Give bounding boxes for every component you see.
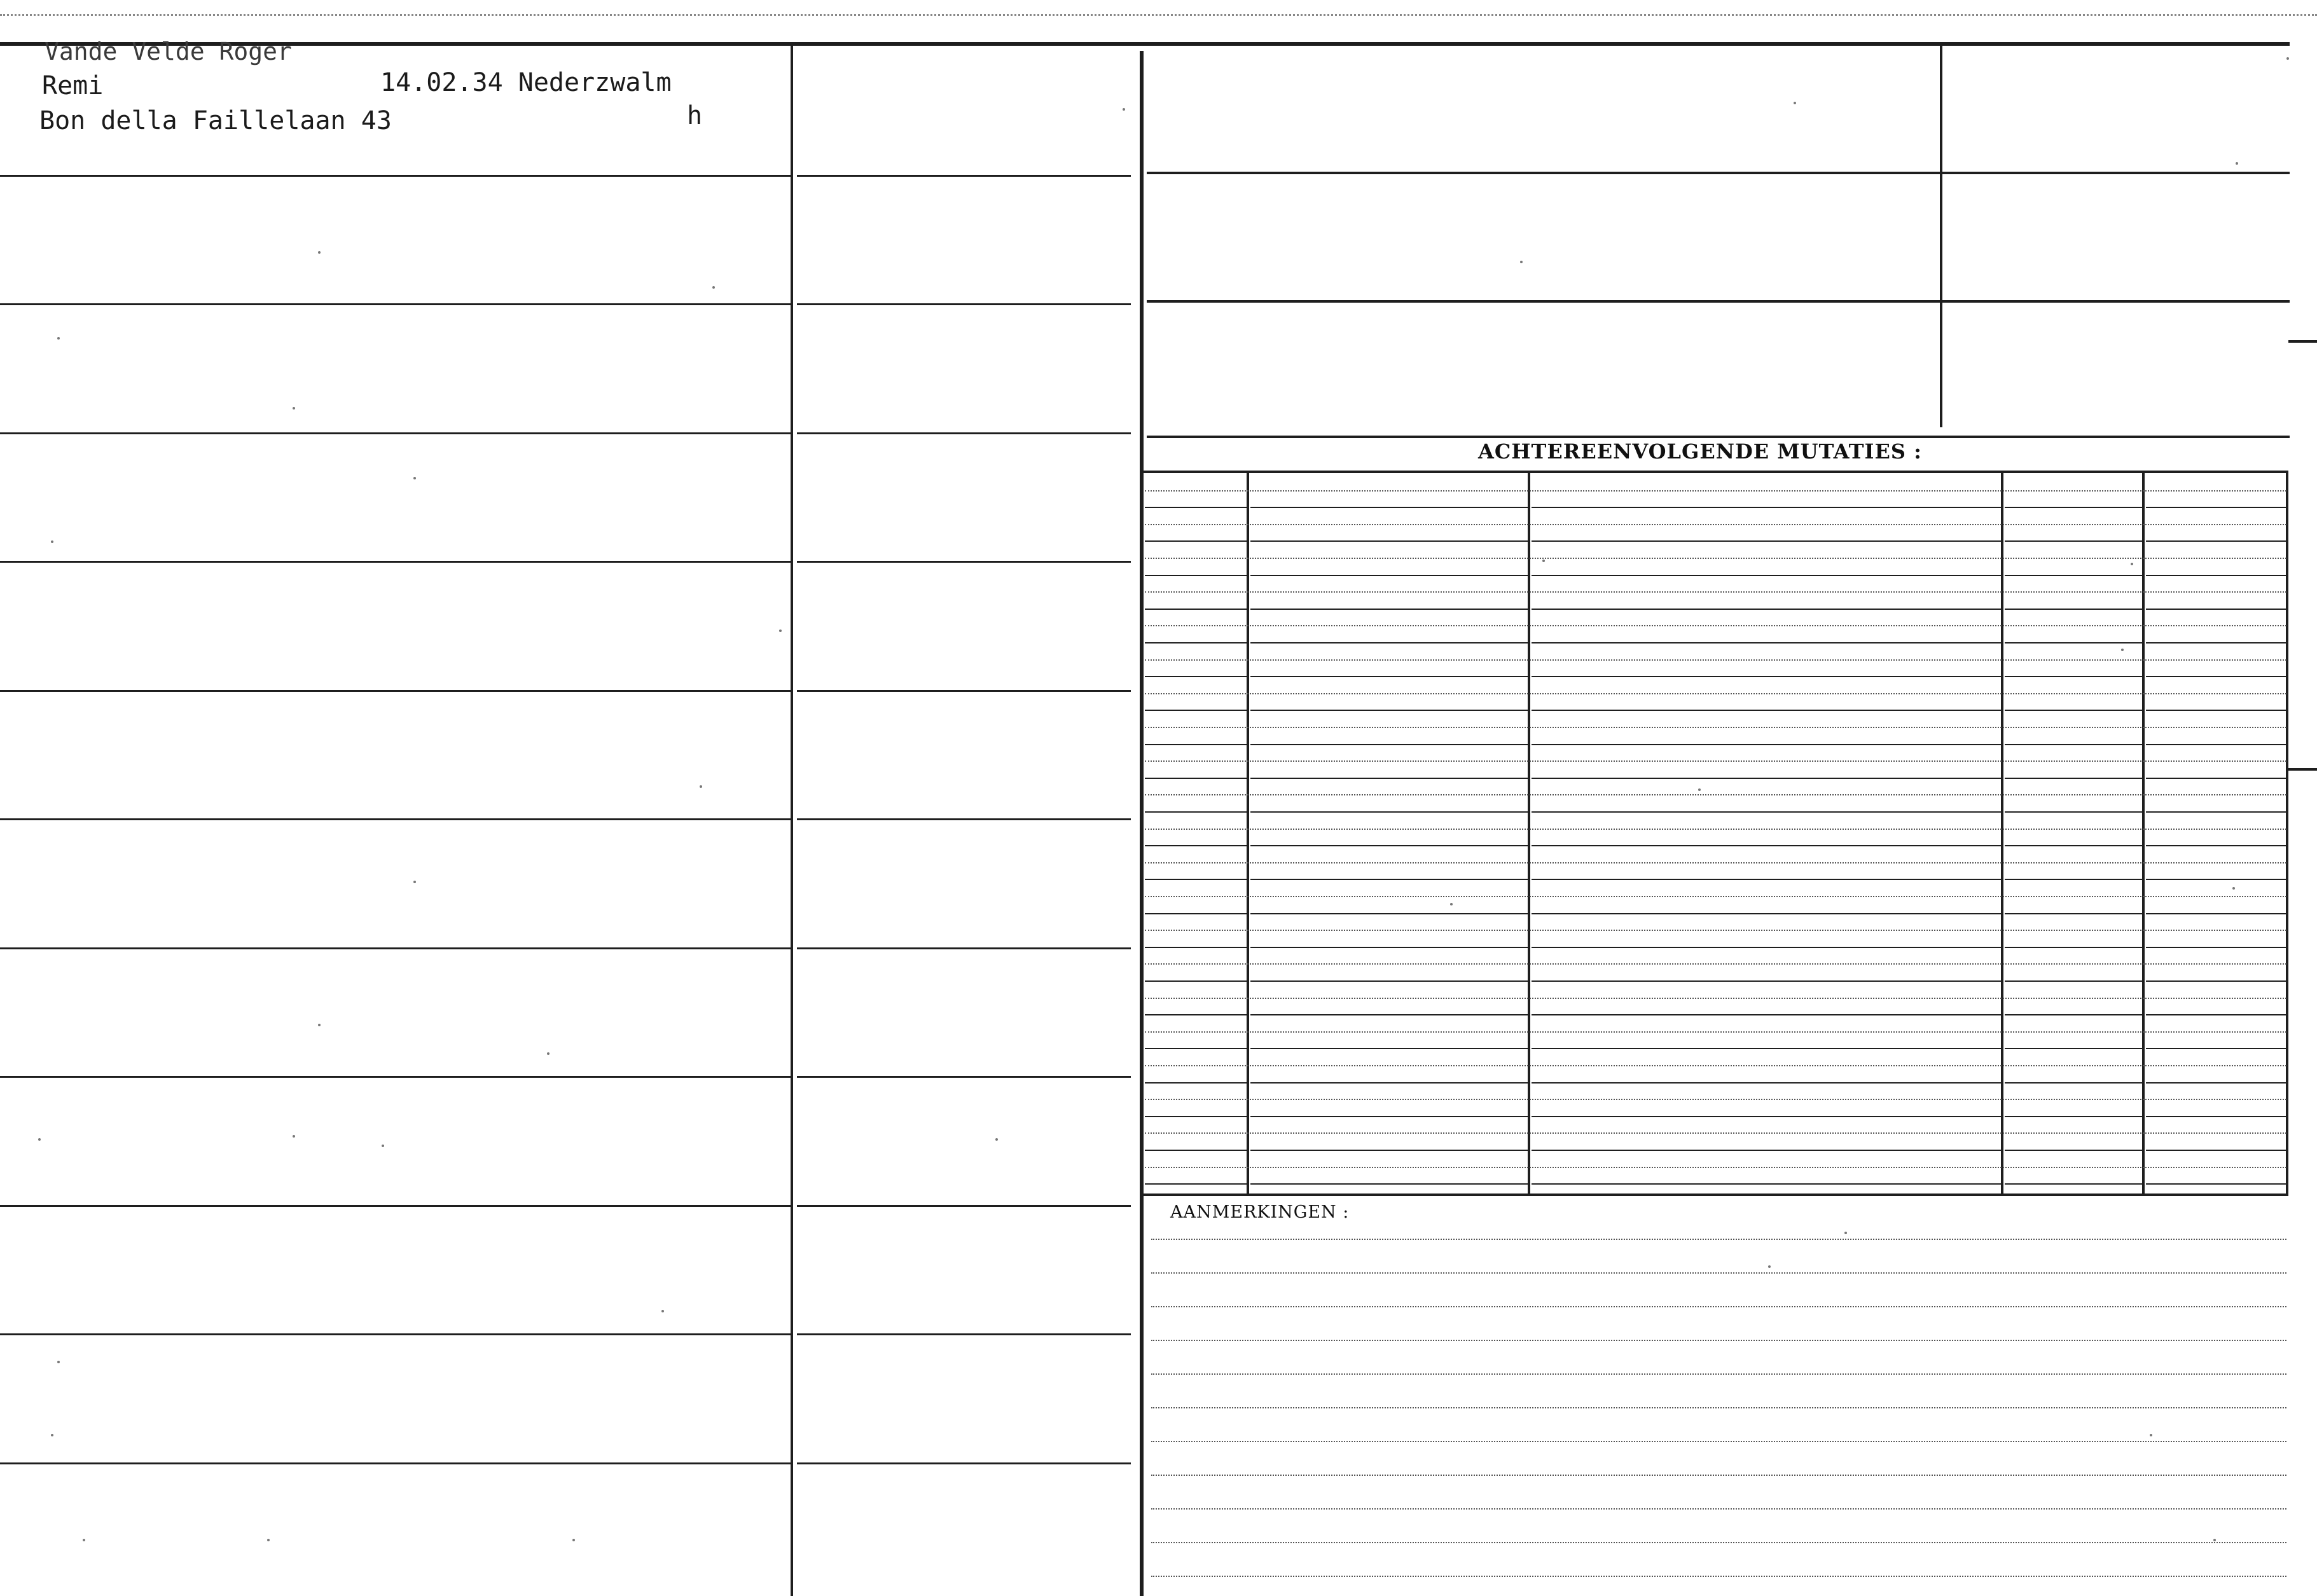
mutations-row-dotted <box>1145 998 2286 999</box>
mutations-row-dotted <box>1145 862 2286 863</box>
remarks-line <box>1151 1542 2286 1543</box>
remarks-line <box>1151 1441 2286 1442</box>
mutations-row-solid <box>2146 575 2286 576</box>
dust-speck <box>57 1361 60 1363</box>
left-row-line <box>0 1333 791 1335</box>
record-address: Bon della Faillelaan 43 <box>39 106 392 135</box>
mutations-row-solid <box>2005 947 2142 948</box>
dust-speck <box>1844 1232 1847 1234</box>
mutations-row-solid <box>1532 575 2001 576</box>
mutations-row-solid <box>1145 609 1248 610</box>
mutations-row-solid <box>1532 676 2001 677</box>
left-row-line <box>0 1205 791 1207</box>
mutations-row-solid <box>2005 507 2142 508</box>
left-row-line <box>797 303 1131 305</box>
dust-speck <box>1542 560 1545 562</box>
right-upper-row-1 <box>1147 172 2290 174</box>
mutations-row-dotted <box>1145 1031 2286 1033</box>
mutations-row-solid <box>2146 676 2286 677</box>
left-row-line <box>797 690 1131 692</box>
mutations-row-solid <box>1145 1183 1248 1185</box>
dust-speck <box>1450 903 1453 905</box>
left-row-line <box>0 175 791 177</box>
left-row-line <box>797 1333 1131 1335</box>
mutations-row-solid <box>1250 1116 1528 1117</box>
dust-speck <box>547 1052 550 1055</box>
dust-speck <box>779 629 782 632</box>
mutations-row-solid <box>2005 1183 2142 1185</box>
mutations-row-dotted <box>1145 930 2286 931</box>
mutations-row-solid <box>1532 710 2001 711</box>
mutations-row-solid <box>2146 1014 2286 1015</box>
mutations-row-solid <box>1532 947 2001 948</box>
mutations-row-solid <box>2005 642 2142 643</box>
dust-speck <box>51 540 53 543</box>
mutations-row-solid <box>1532 642 2001 643</box>
left-row-line <box>0 947 791 949</box>
mutations-row-solid <box>1532 778 2001 779</box>
mutations-row-solid <box>1532 879 2001 880</box>
remarks-line <box>1151 1340 2286 1341</box>
mutations-row-solid <box>2146 642 2286 643</box>
mutations-row-solid <box>2005 1116 2142 1117</box>
dust-speck <box>1123 108 1125 111</box>
left-row-line <box>797 1076 1131 1078</box>
dust-speck <box>1520 261 1523 263</box>
mutations-row-dotted <box>1145 727 2286 728</box>
mutations-row-solid <box>1532 1116 2001 1117</box>
mutations-row-dotted <box>1145 1065 2286 1066</box>
mutations-row-dotted <box>1145 829 2286 830</box>
mutations-row-solid <box>1145 913 1248 914</box>
top-border-line <box>0 42 2290 46</box>
mutations-row-solid <box>1532 913 2001 914</box>
dust-speck <box>2213 1539 2216 1541</box>
record-birth: 14.02.34 Nederzwalm <box>380 68 672 97</box>
mutations-col-right <box>2286 473 2288 1195</box>
mutations-row-solid <box>1145 980 1248 982</box>
mutations-row-solid <box>1250 676 1528 677</box>
mutations-row-solid <box>1145 947 1248 948</box>
mutations-row-solid <box>1145 778 1248 779</box>
mutations-row-dotted <box>1145 659 2286 661</box>
mutations-heading: ACHTEREENVOLGENDE MUTATIES : <box>1478 439 1922 464</box>
remarks-line <box>1151 1373 2286 1375</box>
dust-speck <box>293 1135 295 1138</box>
mutations-row-solid <box>2005 710 2142 711</box>
mutations-row-solid <box>1532 1150 2001 1151</box>
mutations-row-solid <box>1532 1082 2001 1083</box>
mutations-row-dotted <box>1145 963 2286 965</box>
mutations-row-solid <box>2005 676 2142 677</box>
mutations-row-solid <box>2005 845 2142 846</box>
mutations-row-solid <box>1250 980 1528 982</box>
remarks-line <box>1151 1306 2286 1307</box>
mutations-row-solid <box>2005 1014 2142 1015</box>
mutations-row-solid <box>1145 507 1248 508</box>
dust-speck <box>57 337 60 340</box>
mutations-row-solid <box>1532 1048 2001 1049</box>
mutations-row-dotted <box>1145 1132 2286 1134</box>
mutations-row-solid <box>2146 710 2286 711</box>
dust-speck <box>1768 1265 1771 1268</box>
mutations-row-solid <box>1250 879 1528 880</box>
mutations-row-solid <box>1250 913 1528 914</box>
left-column-divider <box>791 46 793 1596</box>
dust-speck <box>661 1310 664 1312</box>
left-row-line <box>797 818 1131 820</box>
mutations-row-solid <box>2146 778 2286 779</box>
mutations-row-solid <box>2005 540 2142 542</box>
dust-speck <box>51 1434 53 1436</box>
mutations-row-solid <box>1145 710 1248 711</box>
dust-speck <box>2131 563 2133 565</box>
record-first-name: Remi <box>42 71 104 100</box>
right-upper-row-2 <box>1147 300 2290 303</box>
dust-speck <box>382 1145 384 1147</box>
mutations-table-bottom <box>1144 1194 2288 1196</box>
mutations-row-solid <box>1250 1048 1528 1049</box>
mutations-row-solid <box>2005 1082 2142 1083</box>
mutations-row-solid <box>2146 1082 2286 1083</box>
mutations-row-solid <box>2005 879 2142 880</box>
mutations-table-top <box>1144 471 2288 473</box>
mutations-row-solid <box>1532 540 2001 542</box>
mutations-col-2 <box>1528 473 1530 1195</box>
remarks-line <box>1151 1576 2286 1577</box>
center-divider <box>1140 51 1144 1596</box>
right-upper-divider <box>1940 46 1942 427</box>
mutations-row-solid <box>1250 507 1528 508</box>
mutations-row-solid <box>1250 947 1528 948</box>
mutations-row-solid <box>2005 1048 2142 1049</box>
mutations-row-solid <box>2146 879 2286 880</box>
mutations-row-solid <box>1250 575 1528 576</box>
mutations-row-solid <box>1532 845 2001 846</box>
mutations-row-solid <box>2146 609 2286 610</box>
dust-speck <box>2150 1434 2152 1436</box>
left-row-line <box>797 175 1131 177</box>
dust-speck <box>413 881 416 883</box>
mutations-row-solid <box>1250 845 1528 846</box>
dust-speck <box>995 1138 998 1141</box>
mutations-col-1 <box>1247 473 1249 1195</box>
mutations-row-solid <box>2005 744 2142 745</box>
mutations-row-dotted <box>1145 558 2286 559</box>
mutations-row-solid <box>1145 744 1248 745</box>
mutations-row-solid <box>1250 710 1528 711</box>
margin-tick-upper <box>2288 340 2317 343</box>
left-row-line <box>0 561 791 563</box>
mutations-row-solid <box>1145 642 1248 643</box>
mutations-row-solid <box>1250 811 1528 813</box>
mutations-row-solid <box>2146 507 2286 508</box>
mutations-row-solid <box>1145 540 1248 542</box>
mutations-row-solid <box>1250 1150 1528 1151</box>
mutations-row-solid <box>2146 1048 2286 1049</box>
mutations-row-solid <box>1145 1116 1248 1117</box>
mutations-col-4 <box>2142 473 2145 1195</box>
mutations-row-solid <box>1250 540 1528 542</box>
record-name-line: Vande Velde Roger <box>45 38 292 65</box>
left-row-line <box>0 1076 791 1078</box>
mutations-row-dotted <box>1145 1167 2286 1168</box>
mutations-row-solid <box>2005 609 2142 610</box>
dust-speck <box>712 286 715 289</box>
dust-speck <box>2286 57 2289 60</box>
remarks-line <box>1151 1508 2286 1510</box>
mutations-row-dotted <box>1145 760 2286 762</box>
left-row-line <box>797 1462 1131 1464</box>
mutations-row-solid <box>1145 1150 1248 1151</box>
dust-speck <box>83 1539 85 1541</box>
left-row-line <box>797 947 1131 949</box>
mutations-row-solid <box>1145 879 1248 880</box>
mutations-row-dotted <box>1145 693 2286 694</box>
mutations-row-solid <box>1532 1014 2001 1015</box>
dust-speck <box>413 477 416 479</box>
dust-speck <box>267 1539 270 1541</box>
dust-speck <box>2232 887 2235 890</box>
mutations-row-solid <box>1250 642 1528 643</box>
mutations-row-dotted <box>1145 1099 2286 1100</box>
mutations-row-solid <box>2005 980 2142 982</box>
mutations-row-solid <box>1532 609 2001 610</box>
left-row-line <box>797 561 1131 563</box>
top-scan-edge <box>0 14 2317 16</box>
mutations-row-dotted <box>1145 896 2286 897</box>
mutations-row-solid <box>2146 947 2286 948</box>
right-upper-row-3 <box>1147 436 2290 438</box>
left-row-line <box>0 818 791 820</box>
mutations-row-solid <box>1145 1082 1248 1083</box>
mutations-row-solid <box>1532 507 2001 508</box>
mutations-row-solid <box>2146 1183 2286 1185</box>
mutations-row-solid <box>2146 913 2286 914</box>
dust-speck <box>318 251 321 254</box>
remarks-line <box>1151 1239 2286 1240</box>
left-row-line <box>0 690 791 692</box>
mutations-row-solid <box>2005 1150 2142 1151</box>
mutations-row-solid <box>2005 575 2142 576</box>
mutations-row-solid <box>2005 913 2142 914</box>
mutations-row-dotted <box>1145 524 2286 525</box>
mutations-row-solid <box>1145 575 1248 576</box>
mutations-col-3 <box>2001 473 2003 1195</box>
margin-tick-lower <box>2288 768 2317 771</box>
mutations-row-solid <box>1250 1183 1528 1185</box>
remarks-heading: AANMERKINGEN : <box>1170 1202 1350 1222</box>
dust-speck <box>2236 162 2238 165</box>
mutations-row-solid <box>2005 811 2142 813</box>
left-row-line <box>797 432 1131 434</box>
dust-speck <box>38 1138 41 1141</box>
mutations-row-solid <box>2146 845 2286 846</box>
left-row-line <box>797 1205 1131 1207</box>
mutations-row-solid <box>2146 1150 2286 1151</box>
mutations-row-solid <box>1145 676 1248 677</box>
remarks-line <box>1151 1475 2286 1476</box>
left-row-line <box>0 432 791 434</box>
dust-speck <box>1794 102 1796 104</box>
remarks-line <box>1151 1272 2286 1274</box>
dust-speck <box>1698 788 1701 791</box>
mutations-row-solid <box>1250 609 1528 610</box>
mutations-row-solid <box>1532 744 2001 745</box>
mutations-row-solid <box>2146 1116 2286 1117</box>
mutations-row-solid <box>1250 744 1528 745</box>
mutations-row-dotted <box>1145 794 2286 795</box>
mutations-row-solid <box>1250 1082 1528 1083</box>
record-gender-mark: h <box>687 101 703 130</box>
mutations-row-dotted <box>1145 591 2286 593</box>
mutations-row-solid <box>1532 811 2001 813</box>
mutations-row-solid <box>1145 811 1248 813</box>
dust-speck <box>700 785 702 788</box>
dust-speck <box>2121 649 2124 651</box>
mutations-row-solid <box>1250 1014 1528 1015</box>
mutations-row-solid <box>2146 540 2286 542</box>
left-row-line <box>0 1462 791 1464</box>
dust-speck <box>293 407 295 409</box>
remarks-line <box>1151 1407 2286 1408</box>
mutations-row-solid <box>2146 811 2286 813</box>
dust-speck <box>572 1539 575 1541</box>
mutations-row-solid <box>1532 980 2001 982</box>
mutations-row-dotted <box>1145 625 2286 626</box>
mutations-row-solid <box>1145 1014 1248 1015</box>
mutations-row-solid <box>1145 1048 1248 1049</box>
mutations-row-solid <box>2005 778 2142 779</box>
dust-speck <box>318 1024 321 1026</box>
mutations-row-solid <box>1532 1183 2001 1185</box>
mutations-row-dotted <box>1145 490 2286 492</box>
mutations-row-solid <box>2146 744 2286 745</box>
left-row-line <box>0 303 791 305</box>
mutations-row-solid <box>2146 980 2286 982</box>
mutations-row-solid <box>1250 778 1528 779</box>
mutations-row-solid <box>1145 845 1248 846</box>
